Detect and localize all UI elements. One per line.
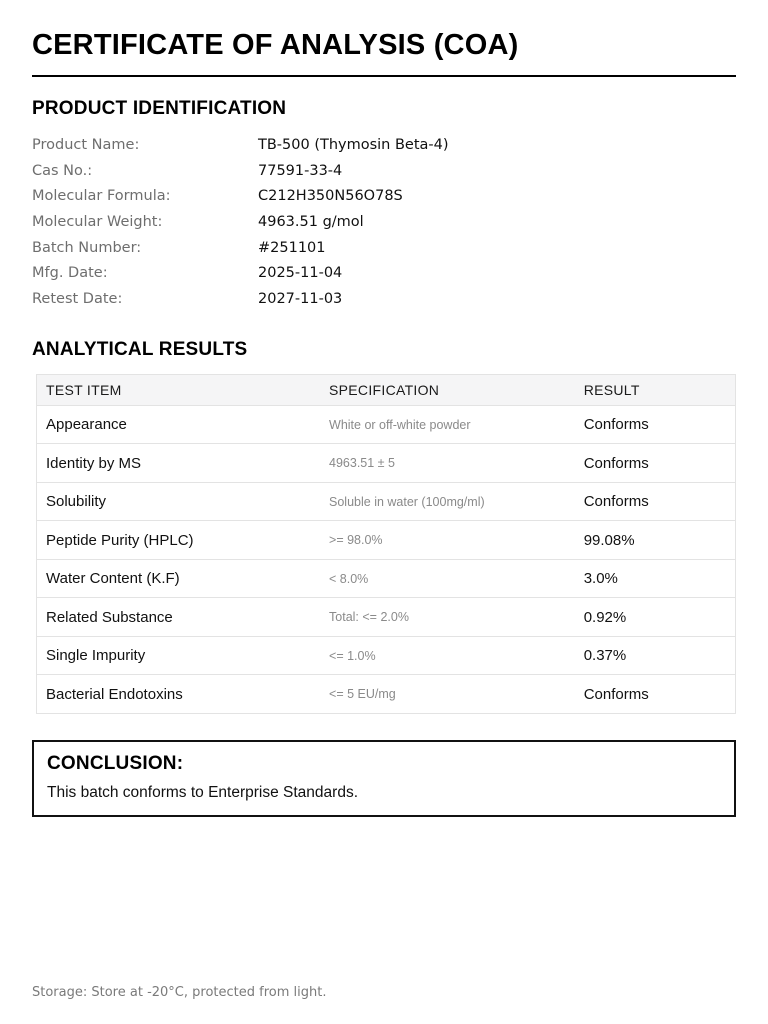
product-field-row	[32, 236, 736, 262]
field-value: 4963.51 g/mol	[258, 214, 364, 230]
field-label: Retest Date:	[32, 291, 123, 308]
title-divider	[32, 75, 736, 77]
result-cell: Conforms	[575, 482, 736, 521]
specification-cell: <= 5 EU/mg	[320, 675, 575, 714]
specification-cell: White or off-white powder	[320, 405, 575, 444]
table-row	[37, 559, 736, 598]
product-field-row	[32, 287, 736, 313]
product-field-row	[32, 210, 736, 236]
test-item-cell: Solubility	[37, 482, 321, 521]
column-header-test-item: TEST ITEM	[37, 374, 321, 405]
product-field-row	[32, 184, 736, 210]
product-field-row	[32, 261, 736, 287]
product-identification-heading: PRODUCT IDENTIFICATION	[32, 97, 287, 119]
field-value: #251101	[258, 239, 326, 256]
result-cell: 3.0%	[575, 559, 736, 598]
test-item-cell: Identity by MS	[37, 444, 321, 483]
result-cell: 0.37%	[575, 636, 736, 675]
test-item-cell: Peptide Purity (HPLC)	[37, 521, 321, 560]
specification-cell: Total: <= 2.0%	[320, 598, 575, 637]
test-item-cell: Single Impurity	[37, 636, 321, 675]
field-label: Molecular Weight:	[32, 214, 163, 230]
product-field-row	[32, 133, 736, 159]
table-header	[37, 374, 736, 405]
specification-cell: Soluble in water (100mg/ml)	[320, 482, 575, 521]
column-header-result: RESULT	[575, 374, 736, 405]
field-value: 2027-11-03	[258, 291, 343, 308]
field-label: Batch Number:	[32, 239, 142, 256]
table-row	[37, 598, 736, 637]
field-value: TB-500 (Thymosin Beta-4)	[258, 136, 449, 153]
field-label: Cas No.:	[32, 162, 93, 179]
result-cell: Conforms	[575, 444, 736, 483]
product-field-row	[32, 159, 736, 185]
product-identification-fields	[32, 133, 736, 313]
conclusion-box	[32, 740, 736, 817]
conclusion-heading: CONCLUSION:	[47, 752, 184, 774]
specification-cell: 4963.51 ± 5	[320, 444, 575, 483]
column-header-specification: SPECIFICATION	[320, 374, 575, 405]
test-item-cell: Water Content (K.F)	[37, 559, 321, 598]
page-title: CERTIFICATE OF ANALYSIS (COA)	[32, 29, 519, 61]
test-item-cell: Related Substance	[37, 598, 321, 637]
specification-cell: <= 1.0%	[320, 636, 575, 675]
test-item-cell: Appearance	[37, 405, 321, 444]
specification-cell: >= 98.0%	[320, 521, 575, 560]
specification-cell: < 8.0%	[320, 559, 575, 598]
table-row	[37, 521, 736, 560]
field-label: Mfg. Date:	[32, 265, 108, 282]
field-label: Molecular Formula:	[32, 188, 171, 205]
result-cell: 99.08%	[575, 521, 736, 560]
field-label: Product Name:	[32, 136, 140, 153]
result-cell: 0.92%	[575, 598, 736, 637]
analytical-results-table	[36, 374, 736, 714]
field-value: C212H350N56O78S	[258, 188, 403, 205]
table-row	[37, 405, 736, 444]
table-row	[37, 482, 736, 521]
table-row	[37, 636, 736, 675]
result-cell: Conforms	[575, 675, 736, 714]
table-body	[37, 405, 736, 713]
table-row	[37, 444, 736, 483]
field-value: 2025-11-04	[258, 265, 343, 282]
table-row	[37, 675, 736, 714]
field-value: 77591-33-4	[258, 162, 343, 179]
test-item-cell: Bacterial Endotoxins	[37, 675, 321, 714]
result-cell: Conforms	[575, 405, 736, 444]
storage-note: Storage: Store at -20°C, protected from light.	[32, 985, 327, 1000]
analytical-results-heading: ANALYTICAL RESULTS	[32, 338, 248, 360]
conclusion-text: This batch conforms to Enterprise Standards.	[47, 783, 359, 801]
